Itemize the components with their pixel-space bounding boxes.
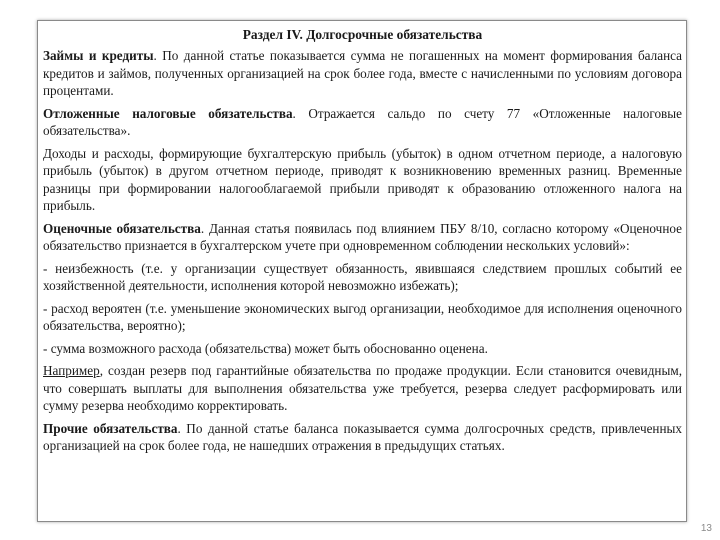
text-frame [37,20,687,522]
text-example: , создан резерв под гарантийные обязательства по продаже продукции. Если становится очевидным, что совершать выплаты для выполнения обязательства уже требуется, резерва следует расформировать или сумму резерва необходимо корректировать. [43,363,682,413]
term-deferred: Отложенные налоговые обязательства [43,105,293,121]
text-deferred: . Отражается сальдо по счету 77 «Отложенные налоговые обязательства». [43,105,683,138]
term-estimated: Оценочные обязательства [43,220,201,236]
text-estimated: . Данная статья появилась под влиянием ПБУ 8/10, согласно которому «Оценочное обязательство признается в бухгалтерском учете при одновременном соблюдении нескольких условий»: [43,220,682,253]
term-example: Например [43,363,100,378]
condition-item: - расход вероятен (т.е. уменьшение экономических выгод организации, необходимое для исполнения оценочного обязательства, вероятно); [43,300,682,333]
text-loans: . По данной статье показывается сумма не погашенных на момент формирования баланса кредитов и займов, полученных организацией на срок более года, вместе с начисленными по условиям договора процентами. [43,48,682,98]
paragraph-estimated [43,220,682,255]
paragraph-income-expenses: Доходы и расходы, формирующие бухгалтерскую прибыль (убыток) в одном отчетном периоде, а налоговую прибыль (убыток) в другом отчетном периоде, приводят к возникновению временных разниц. Временные разницы при формировании налогооблагаемой прибыли приводят к образованию отложенного налога на прибыль. [43,145,682,213]
term-other: Прочие обязательства [43,420,178,436]
page-number: 13 [700,523,712,534]
text-other: . По данной статье баланса показывается сумма долгосрочных средств, привлеченных организацией на срок более года, не нашедших отражения в предыдущих статьях. [43,420,682,453]
condition-item: - неизбежность (т.е. у организации существует обязанность, явившаяся следствием прошлых событий ее хозяйственной деятельности, исполнения которой невозможно избежать); [43,260,682,293]
paragraph-loans [43,47,682,100]
term-loans: Займы и кредиты [43,48,154,63]
paragraph-example [43,362,682,415]
section-title: Раздел IV. Долгосрочные обязательства [242,27,483,42]
condition-item: - сумма возможного расхода (обязательства) может быть обоснованно оценена. [43,340,488,356]
paragraph-deferred [43,105,682,140]
paragraph-other [43,420,682,455]
